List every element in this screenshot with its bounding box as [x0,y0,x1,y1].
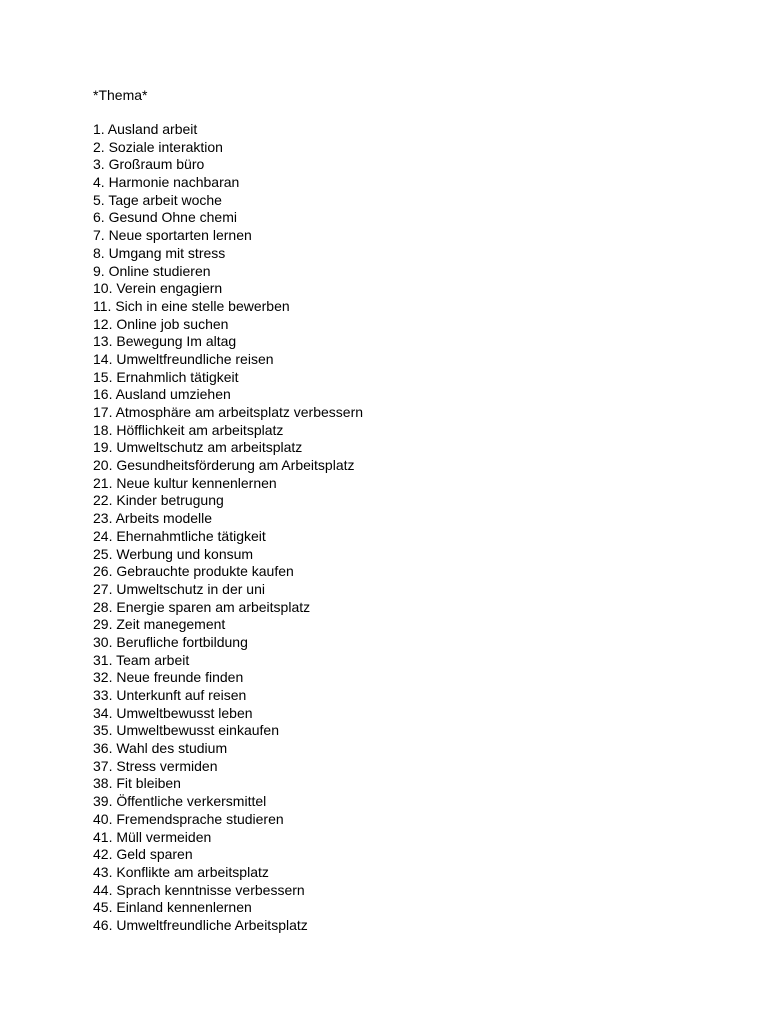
list-item: 29. Zeit manegement [93,616,226,633]
list-item: 23. Arbeits modelle [93,510,213,527]
list-item: 31. Team arbeit [93,651,190,668]
list-item: 2. Soziale interaktion [93,138,223,155]
list-item: 25. Werbung und konsum [93,545,254,562]
topic-list [93,121,363,935]
list-item: 15. Ernahmlich tätigkeit [93,368,239,385]
list-item: 16. Ausland umziehen [93,386,231,403]
list-item: 30. Berufliche fortbildung [93,633,248,650]
list-item: 44. Sprach kenntnisse verbessern [93,881,305,898]
list-item: 27. Umweltschutz in der uni [93,580,265,597]
list-item: 32. Neue freunde finden [93,669,244,686]
list-item: 4. Harmonie nachbaran [93,174,240,191]
list-item: 43. Konflikte am arbeitsplatz [93,863,269,880]
list-item: 26. Gebrauchte produkte kaufen [93,563,294,580]
list-item: 3. Großraum büro [93,156,205,173]
list-item: 18. Höfflichkeit am arbeitsplatz [93,421,284,438]
list-item: 41. Müll vermeiden [93,828,212,845]
list-item: 14. Umweltfreundliche reisen [93,350,274,367]
list-item: 38. Fit bleiben [93,775,181,792]
list-item: 19. Umweltschutz am arbeitsplatz [93,439,303,456]
list-item: 17. Atmosphäre am arbeitsplatz verbessern [93,404,364,420]
list-item: 5. Tage arbeit woche [93,191,222,208]
list-item: 24. Ehernahmtliche tätigkeit [93,527,266,544]
document-title: *Thema* [93,87,148,103]
list-item: 46. Umweltfreundliche Arbeitsplatz [93,916,308,933]
list-item: 20. Gesundheitsförderung am Arbeitsplatz [93,457,355,474]
list-item: 10. Verein engagiern [93,280,223,297]
list-item: 37. Stress vermiden [93,757,218,774]
list-item: 45. Einland kennenlernen [93,899,252,916]
list-item: 35. Umweltbewusst einkaufen [93,722,279,739]
list-item: 8. Umgang mit stress [93,244,226,261]
list-item: 22. Kinder betrugung [93,492,224,509]
list-item: 6. Gesund Ohne chemi [93,209,237,226]
list-item: 42. Geld sparen [93,846,193,863]
list-item: 39. Öffentliche verkersmittel [93,793,267,810]
list-item: 40. Fremendsprache studieren [93,810,284,827]
list-item: 13. Bewegung Im altag [93,333,237,350]
list-item: 9. Online studieren [93,262,211,279]
list-item: 11. Sich in eine stelle bewerben [93,297,290,314]
list-item: 12. Online job suchen [93,315,229,332]
list-item: 21. Neue kultur kennenlernen [93,474,277,491]
list-item: 34. Umweltbewusst leben [93,704,253,721]
list-item: 7. Neue sportarten lernen [93,227,252,244]
list-item: 28. Energie sparen am arbeitsplatz [93,598,311,615]
list-item: 36. Wahl des studium [93,740,228,757]
list-item: 33. Unterkunft auf reisen [93,687,247,703]
list-item: 1. Ausland arbeit [93,121,198,137]
